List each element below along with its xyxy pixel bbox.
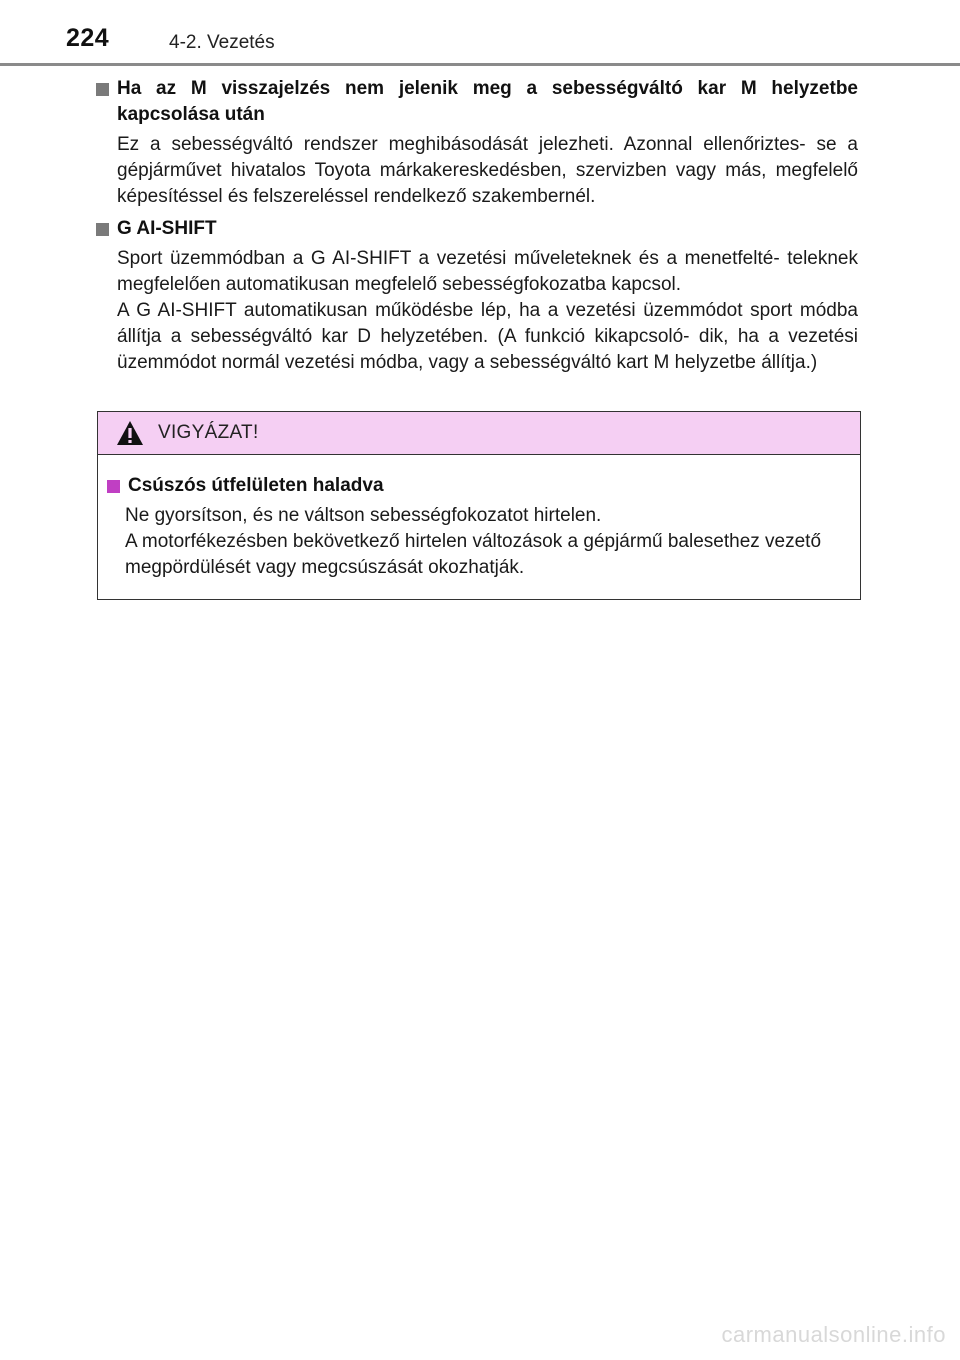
warning-title: VIGYÁZAT! [158,422,259,443]
paragraph: Sport üzemmódban a G AI-SHIFT a vezetési műveleteknek és a menetfelté- teleknek megfelelően automatikusan megfelelő sebességfokozatba kapcsol. [117,248,858,295]
warning-triangle-icon [116,420,144,446]
warning-body [125,503,846,581]
section-heading-text: G AI-SHIFT [117,218,217,239]
main-content [96,76,858,380]
section-body [117,132,858,210]
bullet-square-icon [107,480,120,493]
header-divider [0,63,960,66]
paragraph: A G AI-SHIFT automatikusan működésbe lép, ha a vezetési üzemmódot sport módba állítja a sebességváltó kar D helyzetében. (A funkció kikapcsoló- dik, ha a vezetési üzemmódot normál vezetési módba, vagy a sebességváltó kart M helyzetbe állítja.) [117,300,858,373]
section-heading-text: Ha az M visszajelzés nem jelenik meg a sebességváltó kar M helyzetbe kapcsolása után [117,78,858,125]
warning-box [97,411,861,600]
section-g-ai-shift [96,216,858,376]
section-heading [96,216,858,242]
warning-header [98,412,860,455]
section-m-indicator [96,76,858,210]
page-number: 224 [66,24,110,52]
section-title: 4-2. Vezetés [169,32,275,53]
warning-heading [107,473,846,499]
section-heading [96,76,858,128]
warning-content [98,455,860,581]
warning-line: Ne gyorsítson, és ne váltson sebességfokozatot hirtelen. [125,505,602,526]
page-header [0,0,960,66]
bullet-square-icon [96,223,109,236]
bullet-square-icon [96,83,109,96]
warning-heading-text: Csúszós útfelületen haladva [128,475,384,496]
section-body [117,246,858,376]
watermark: carmanualsonline.info [721,1322,946,1347]
warning-line: A motorfékezésben bekövetkező hirtelen változások a gépjármű balesethez vezető megpördülését vagy megcsúszását okozhatják. [125,531,822,578]
paragraph: Ez a sebességváltó rendszer meghibásodását jelezheti. Azonnal ellenőriztes- se a gépjárművet hivatalos Toyota márkakereskedésben, szervizben vagy más, megfelelő képesítéssel és felszereléssel rendelkező szakembernél. [117,134,858,207]
